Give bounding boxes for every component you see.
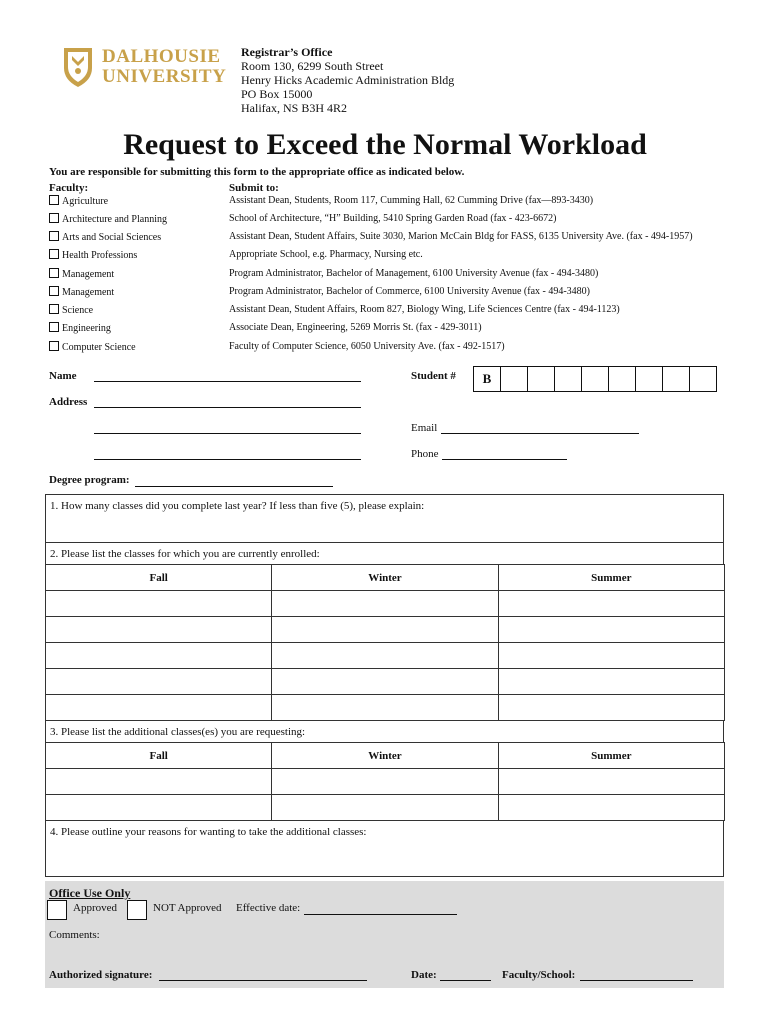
submit-to: School of Architecture, “H” Building, 5410 Spring Garden Road (fax - 423-6672) <box>229 213 557 224</box>
table-row <box>46 643 725 669</box>
approved-label: Approved <box>73 902 117 914</box>
phone-label: Phone <box>411 448 439 460</box>
student-number-digit[interactable] <box>663 367 690 391</box>
submit-to: Assistant Dean, Student Affairs, Room 827, Biology Wing, Life Sciences Centre (fax - 494-1123) <box>229 304 620 315</box>
summer-header: Summer <box>498 565 724 591</box>
student-number-label: Student # <box>411 370 456 382</box>
table-cell[interactable] <box>272 695 498 721</box>
table-row <box>46 695 725 721</box>
faculty-name: Arts and Social Sciences <box>62 232 162 243</box>
address-line-office: Registrar’s Office <box>241 45 333 59</box>
winter-header: Winter <box>272 565 498 591</box>
question-1-text: 1. How many classes did you complete last year? If less than five (5), please explain: <box>50 500 425 512</box>
faculty-checkbox[interactable] <box>49 304 59 314</box>
faculty-name: Architecture and Planning <box>62 214 167 225</box>
question-2-text: 2. Please list the classes for which you are currently enrolled: <box>50 548 320 560</box>
table-cell[interactable] <box>498 695 724 721</box>
effective-date-label: Effective date: <box>236 902 301 914</box>
table-header-row <box>46 743 725 769</box>
table-cell[interactable] <box>46 669 272 695</box>
faculty-name: Science <box>62 305 94 316</box>
effective-date-field[interactable] <box>304 914 457 915</box>
student-number-digit[interactable] <box>501 367 528 391</box>
submit-to: Assistant Dean, Students, Room 117, Cumming Hall, 62 Cumming Drive (fax—893-3430) <box>229 195 594 206</box>
university-logo <box>62 46 227 90</box>
table-cell[interactable] <box>46 643 272 669</box>
question-3-box <box>45 720 724 743</box>
email-label: Email <box>411 422 438 434</box>
faculty-header: Faculty: <box>49 182 89 194</box>
address-line-street: Room 130, 6299 South Street <box>241 59 384 73</box>
address-line-building: Henry Hicks Academic Administration Bldg <box>241 73 455 87</box>
address-line-pobox: PO Box 15000 <box>241 87 313 101</box>
table-row <box>46 769 725 795</box>
faculty-name: Engineering <box>62 323 111 334</box>
student-number-field[interactable] <box>473 366 717 392</box>
faculty-checkbox[interactable] <box>49 322 59 332</box>
table-row <box>46 617 725 643</box>
student-number-prefix: B <box>474 367 501 391</box>
degree-field[interactable] <box>135 486 333 487</box>
question-2-box <box>45 542 724 565</box>
faculty-name: Agriculture <box>62 196 109 207</box>
phone-field[interactable] <box>442 459 567 460</box>
student-number-digit[interactable] <box>582 367 609 391</box>
faculty-name: Computer Science <box>62 342 136 353</box>
faculty-checkbox[interactable] <box>49 341 59 351</box>
table-cell[interactable] <box>272 591 498 617</box>
student-number-digit[interactable] <box>528 367 555 391</box>
table-cell[interactable] <box>272 669 498 695</box>
faculty-school-field[interactable] <box>580 980 693 981</box>
crest-icon <box>62 46 94 88</box>
form-title: Request to Exceed the Normal Workload <box>123 128 647 161</box>
registrar-address <box>241 45 454 115</box>
table-cell[interactable] <box>46 769 272 795</box>
table-row <box>46 591 725 617</box>
faculty-checkbox[interactable] <box>49 231 59 241</box>
comments-label: Comments: <box>49 929 100 941</box>
table-cell[interactable] <box>498 643 724 669</box>
signature-label: Authorized signature: <box>49 969 153 981</box>
signature-field[interactable] <box>159 980 367 981</box>
table-cell[interactable] <box>498 795 724 821</box>
summer-header: Summer <box>498 743 724 769</box>
faculty-school-label: Faculty/School: <box>502 969 576 981</box>
requested-classes-table <box>45 742 725 821</box>
table-cell[interactable] <box>46 795 272 821</box>
enrolled-classes-table <box>45 564 725 721</box>
faculty-checkbox[interactable] <box>49 195 59 205</box>
approved-checkbox[interactable] <box>47 900 67 920</box>
table-cell[interactable] <box>46 591 272 617</box>
address-field-3[interactable] <box>94 459 361 460</box>
address-field-2[interactable] <box>94 433 361 434</box>
faculty-name: Management <box>62 269 115 280</box>
responsibility-note: You are responsible for submitting this form to the appropriate office as indicated below. <box>49 166 465 178</box>
fall-header: Fall <box>46 743 272 769</box>
table-cell[interactable] <box>46 695 272 721</box>
winter-header: Winter <box>272 743 498 769</box>
table-cell[interactable] <box>46 617 272 643</box>
faculty-checkbox[interactable] <box>49 286 59 296</box>
faculty-checkbox[interactable] <box>49 268 59 278</box>
degree-label: Degree program: <box>49 474 130 486</box>
date-label: Date: <box>411 969 437 981</box>
not-approved-label: NOT Approved <box>153 902 222 914</box>
faculty-name: Management <box>62 287 115 298</box>
address-label: Address <box>49 396 88 408</box>
submit-to: Faculty of Computer Science, 6050 University Ave. (fax - 492-1517) <box>229 341 505 352</box>
name-field[interactable] <box>94 381 361 382</box>
table-row <box>46 795 725 821</box>
office-use-section <box>45 881 724 988</box>
table-cell[interactable] <box>272 769 498 795</box>
not-approved-checkbox[interactable] <box>127 900 147 920</box>
table-cell[interactable] <box>498 769 724 795</box>
student-number-digit[interactable] <box>690 367 716 391</box>
faculty-checkbox[interactable] <box>49 249 59 259</box>
table-header-row <box>46 565 725 591</box>
student-number-digit[interactable] <box>609 367 636 391</box>
logo-line2: UNIVERSITY <box>102 66 227 87</box>
table-cell[interactable] <box>498 617 724 643</box>
table-cell[interactable] <box>498 669 724 695</box>
submit-to: Appropriate School, e.g. Pharmacy, Nursing etc. <box>229 249 423 260</box>
faculty-checkbox[interactable] <box>49 213 59 223</box>
question-4-box[interactable] <box>45 820 724 877</box>
address-field-1[interactable] <box>94 407 361 408</box>
table-cell[interactable] <box>272 643 498 669</box>
question-3-text: 3. Please list the additional classes(es) you are requesting: <box>50 726 306 738</box>
logo-line1: DALHOUSIE <box>102 46 221 67</box>
address-line-city: Halifax, NS B3H 4R2 <box>241 101 347 115</box>
question-4-text: 4. Please outline your reasons for wanting to take the additional classes: <box>50 826 367 838</box>
submit-to: Program Administrator, Bachelor of Management, 6100 University Avenue (fax - 494-3480) <box>229 268 599 279</box>
submit-to: Program Administrator, Bachelor of Commerce, 6100 University Avenue (fax - 494-3480) <box>229 286 590 297</box>
email-field[interactable] <box>441 433 639 434</box>
name-label: Name <box>49 370 77 382</box>
submit-header: Submit to: <box>229 182 279 194</box>
student-number-digit[interactable] <box>555 367 582 391</box>
table-cell[interactable] <box>272 795 498 821</box>
date-field[interactable] <box>440 980 491 981</box>
fall-header: Fall <box>46 565 272 591</box>
table-cell[interactable] <box>498 591 724 617</box>
office-use-title: Office Use Only <box>49 886 131 900</box>
submit-to: Assistant Dean, Student Affairs, Suite 3030, Marion McCain Bldg for FASS, 6135 University Ave. (fax - 494-1957) <box>229 231 693 242</box>
student-number-digit[interactable] <box>636 367 663 391</box>
faculty-name: Health Professions <box>62 250 138 261</box>
table-cell[interactable] <box>272 617 498 643</box>
submit-to: Associate Dean, Engineering, 5269 Morris St. (fax - 429-3011) <box>229 322 482 333</box>
question-1-box[interactable] <box>45 494 724 543</box>
table-row <box>46 669 725 695</box>
